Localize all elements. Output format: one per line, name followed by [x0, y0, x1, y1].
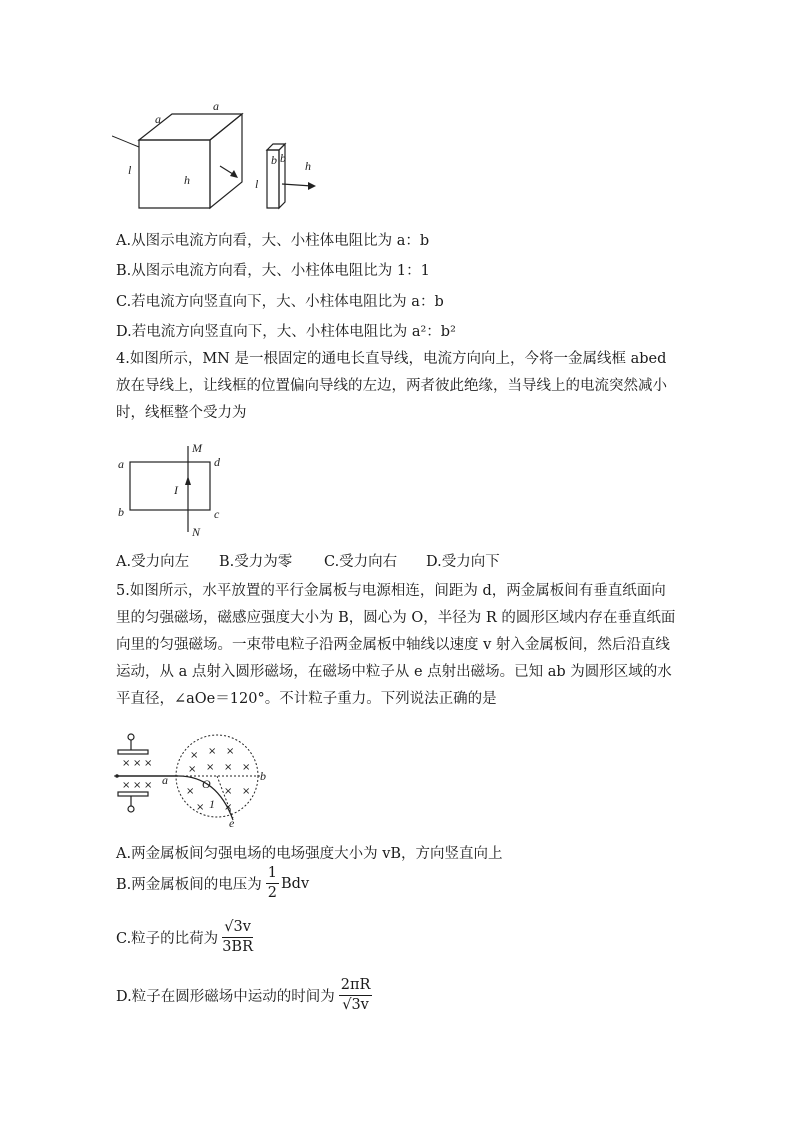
- q4-option-b: B.受力为零: [219, 554, 293, 570]
- svg-text:×: ×: [224, 802, 233, 813]
- q4-option-c: C.受力向右: [324, 554, 398, 570]
- label-o: O: [202, 777, 211, 791]
- q4-stem: 4.如图所示，MN 是一根固定的通电长直导线，电流方向向上，今将一金属线框 abed 放在导线上，让线框的位置偏向导线的左边，两者彼此绝缘，当导线上的电流突然减小时，线框整个受力为: [116, 351, 667, 421]
- q5-option-b: [116, 864, 309, 903]
- arrow-small-head: [308, 182, 316, 190]
- label-a-big: a: [155, 112, 161, 126]
- q3-option-c: C.若电流方向竖直向下，大、小柱体电阻比为 a：b: [116, 294, 444, 310]
- big-cube: [139, 114, 242, 208]
- svg-text:×: ×: [196, 802, 205, 813]
- svg-text:×: ×: [144, 758, 153, 769]
- label-d: d: [214, 455, 220, 469]
- svg-text:×: ×: [226, 746, 235, 757]
- fraction-time: $\frac{2\pi R}{√3v}$: [340, 977, 371, 1013]
- label-a-big-top: a: [213, 100, 219, 113]
- arrow-small: [282, 184, 312, 186]
- label-b: b: [260, 769, 266, 783]
- q5-option-c: [116, 918, 253, 957]
- svg-text:×: ×: [122, 758, 131, 769]
- label-b1: b: [271, 153, 277, 167]
- wire-frame: [130, 462, 210, 510]
- svg-text:×: ×: [186, 786, 195, 797]
- label-l-big: l: [128, 163, 132, 177]
- svg-text:×: ×: [144, 780, 153, 791]
- capacitor: [118, 734, 148, 812]
- fraction-half: $\frac{1}{2}$: [267, 865, 277, 901]
- label-b: b: [118, 505, 124, 519]
- label-l-small: l: [255, 177, 259, 191]
- q5-option-a: A.两金属板间匀强电场的电场强度大小为 vB，方向竖直向上: [116, 846, 503, 862]
- label-n: N: [192, 525, 201, 539]
- q5-option-d-prefix: D.粒子在圆形磁场中运动的时间为: [116, 989, 335, 1005]
- label-h-big: h: [184, 173, 190, 187]
- current-arrow: [185, 476, 191, 485]
- svg-text:×: ×: [206, 762, 215, 773]
- label-m: M: [192, 441, 202, 455]
- label-b2: b: [280, 151, 286, 165]
- label-h-small: h: [305, 159, 311, 173]
- q5-figure: [112, 732, 272, 828]
- q5-option-c-prefix: C.粒子的比荷为: [116, 931, 219, 947]
- svg-text:×: ×: [122, 780, 131, 791]
- q5-stem: 5.如图所示，水平放置的平行金属板与电源相连，间距为 d，两金属板间有垂直纸面向里的匀强磁场，磁感应强度大小为 B，圆心为 O，半径为 R 的圆形区域内存在垂直纸面向里的匀强磁场。一束带电粒子沿两金属板中轴线以速度 v 射入金属板间，然后沿直线运动，从 a 点射入圆形磁场，在磁场中粒子从 e 点射出磁场。已知 ab 为圆形区域的水平直径，∠aOe＝120°。不计粒子重力。下列说法正确的是: [116, 583, 676, 707]
- q3-figure: [112, 100, 342, 215]
- q3-option-b: B.从图示电流方向看，大、小柱体电阻比为 1：1: [116, 263, 430, 279]
- svg-text:×: ×: [224, 762, 233, 773]
- svg-text:×: ×: [133, 758, 142, 769]
- q5-option-b-suffix: Bdv: [281, 875, 310, 892]
- q3-option-d: D.若电流方向竖直向下，大、小柱体电阻比为 a²：b²: [116, 324, 456, 340]
- svg-text:×: ×: [188, 764, 197, 775]
- plate-crosses: [122, 758, 152, 791]
- q4-figure: [112, 440, 232, 540]
- q4-option-d: D.受力向下: [426, 554, 500, 570]
- label-a: a: [162, 773, 168, 787]
- svg-text:×: ×: [224, 786, 233, 797]
- entry-dot: [115, 774, 119, 778]
- current-in-line: [112, 136, 139, 147]
- q4-options: [116, 550, 500, 571]
- field-crosses: [186, 746, 250, 813]
- label-i: I: [174, 483, 178, 497]
- fraction-charge-mass: $\frac{√3v}{3BR}$: [222, 919, 253, 955]
- svg-text:×: ×: [133, 780, 142, 791]
- svg-text:×: ×: [208, 746, 217, 757]
- q4-option-a: A.受力向左: [116, 554, 190, 570]
- label-e: e: [229, 816, 235, 828]
- label-a: a: [118, 457, 124, 471]
- svg-text:×: ×: [242, 786, 251, 797]
- q5-option-b-prefix: B.两金属板间的电压为: [116, 877, 262, 893]
- svg-text:×: ×: [242, 762, 251, 773]
- q3-option-a: A.从图示电流方向看，大、小柱体电阻比为 a：b: [116, 233, 430, 249]
- label-c: c: [214, 507, 220, 521]
- q5-option-d: [116, 976, 372, 1015]
- label-one: 1: [209, 797, 215, 811]
- svg-text:×: ×: [190, 750, 199, 761]
- arrow-big-head: [230, 170, 238, 178]
